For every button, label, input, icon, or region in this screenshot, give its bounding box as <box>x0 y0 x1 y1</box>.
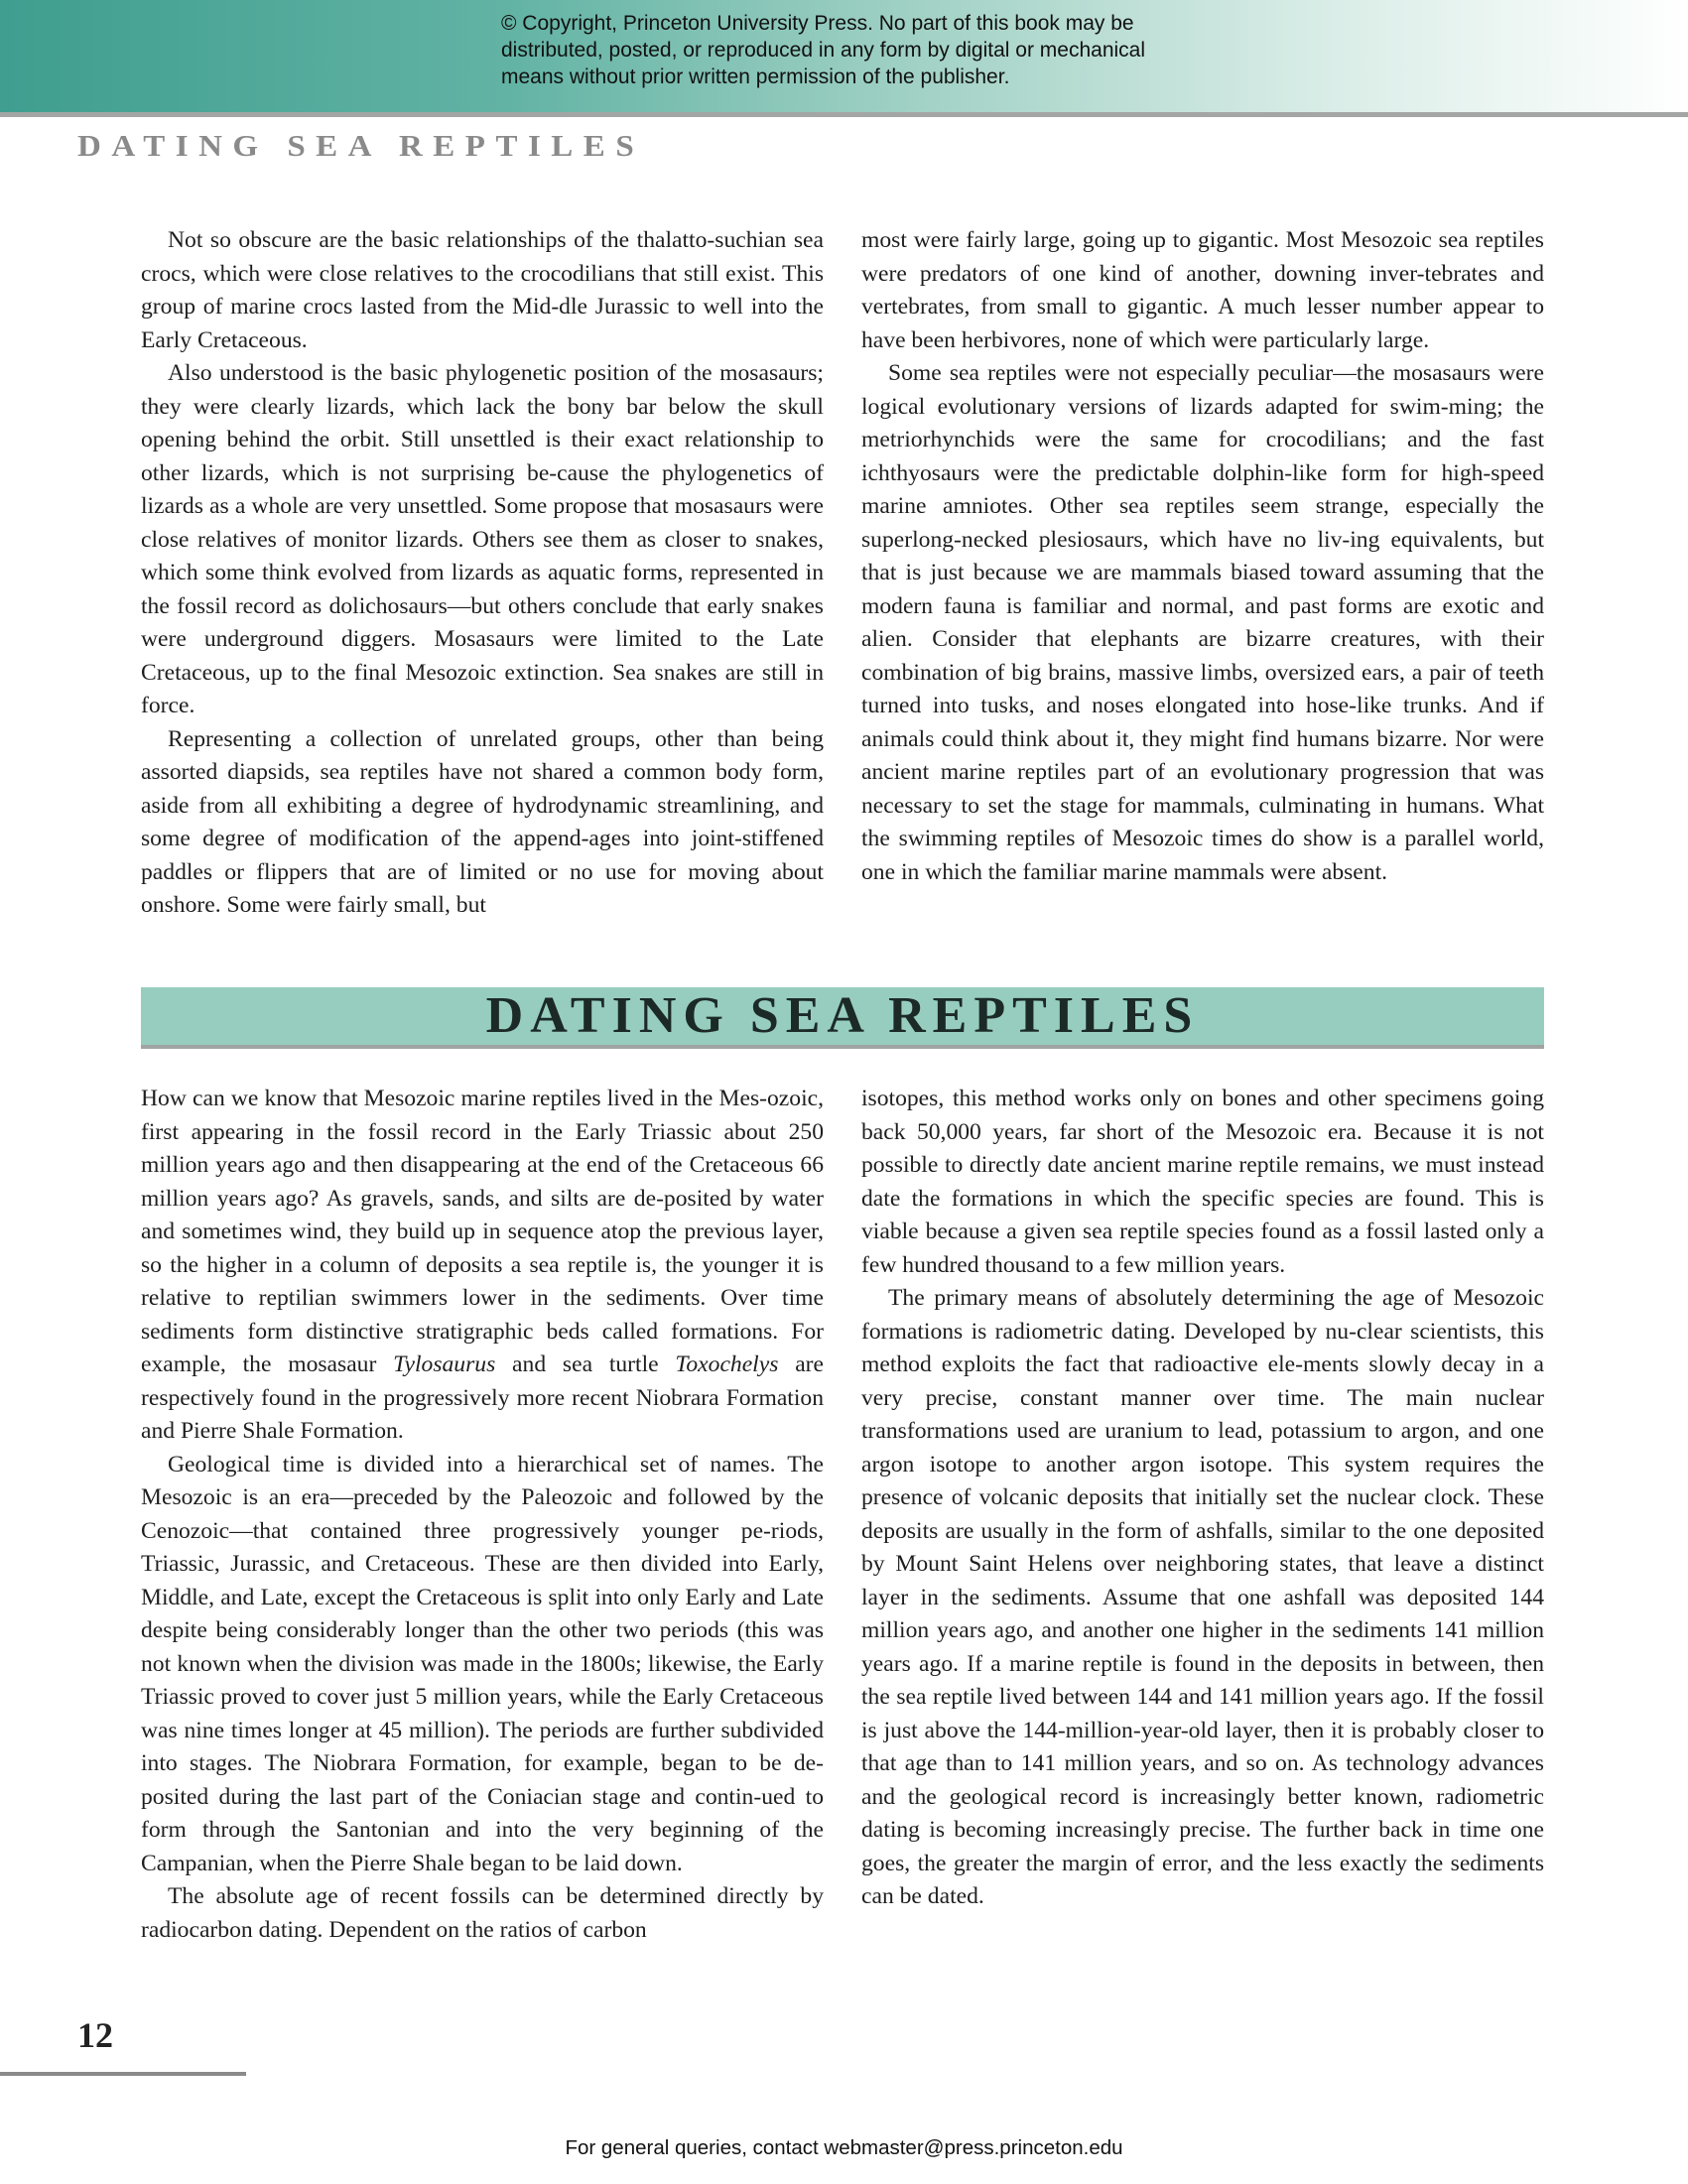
paragraph: Representing a collection of unrelated groups, other than being assorted diapsids, sea reptiles have not shared a common body form, aside from all exhibiting a degree of hydrodynamic streamlining, and some degree of modification of the append-ages into joint-stiffened paddles or flippers that are of limited or no use for moving about onshore. Some were fairly small, but <box>141 725 824 918</box>
paragraph: Also understood is the basic phylogenetic position of the mosasaurs; they were clearly lizards, which lack the bony bar below the skull opening behind the orbit. Still unsettled is their exact relationship to other lizards, which is not surprising be-cause the phylogenetics of lizards as a whole are very unsettled. Some propose that mosasaurs were close relatives of monitor lizards. Others see them as closer to snakes, which some think evolved from lizards as aquatic forms, represented in the fossil record as dolichosaurs—but others conclude that early snakes were underground diggers. Mosasaurs were limited to the Late Cretaceous, up to the final Mesozoic extinction. Sea snakes are still in force. <box>141 360 824 718</box>
bottom-right-column <box>861 1083 1544 1914</box>
page-number: 12 <box>77 2015 113 2055</box>
paragraph <box>141 1083 824 1449</box>
top-left-column <box>141 224 824 923</box>
copyright-line: © Copyright, Princeton University Press. No part of this book may be <box>501 12 1134 35</box>
copyright-banner <box>0 0 1688 112</box>
paragraph: Not so obscure are the basic relationships of the thalatto-suchian sea crocs, which were close relatives to the crocodilians that still exist. This group of marine crocs lasted from the Mid-dle Jurassic to well into the Early Cretaceous. <box>141 227 824 353</box>
section-title: DATING SEA REPTILES <box>485 987 1200 1044</box>
page-number-rule <box>0 2072 246 2076</box>
bottom-left-column <box>141 1083 824 1947</box>
footer-contact: For general queries, contact webmaster@press.princeton.edu <box>565 2136 1123 2159</box>
top-right-column <box>861 224 1544 889</box>
text-run: How can we know that Mesozoic marine reptiles lived in the Mes-ozoic, first appearing in the fossil record in the Early Triassic about 250 million years ago and then disappearing at the end of the Cretaceous 66 million years ago? As gravels, sands, and silts are de-posited by water and sometimes wind, they build up in sequence atop the previous layer, so the higher in a column of deposits a sea reptile is, the younger it is relative to reptilian swimmers lower in the sediments. Over time sediments form distinctive stratigraphic beds called formations. For example, the mosasaur <box>141 1086 824 1377</box>
banner-divider <box>0 112 1688 117</box>
copyright-line: means without prior written permission of the publisher. <box>501 65 1010 88</box>
copyright-notice <box>501 10 1255 90</box>
paragraph: The primary means of absolutely determining the age of Mesozoic formations is radiometric dating. Developed by nu-clear scientists, this method exploits the fact that radioactive ele-ments slowly decay in a very precise, constant manner over time. The main nuclear transformations used are uranium to lead, potassium to argon, and one argon isotope to another argon isotope. This system requires the presence of volcanic deposits that initially set the nuclear clock. These deposits are usually in the form of ashfalls, similar to the one deposited by Mount Saint Helens over neighboring states, that leave a distinct layer in the sediments. Assume that one ashfall was deposited 144 million years ago, and another one higher in the sediments 141 million years ago. If a marine reptile is found in the deposits in between, then the sea reptile lived between 144 and 141 million years ago. If the fossil is just above the 144-million-year-old layer, then it is probably closer to that age than to 141 million years, and so on. As technology advances and the geological record is increasingly better known, radiometric dating is becoming increasingly precise. The further back in time one goes, the greater the margin of error, and the less exactly the sediments can be dated. <box>861 1285 1544 1909</box>
text-run: are respectively found in the progressively more recent Niobrara Formation and Pierre Shale Formation. <box>141 1351 824 1444</box>
copyright-line: distributed, posted, or reproduced in any form by digital or mechanical <box>501 39 1146 62</box>
paragraph: Geological time is divided into a hierarchical set of names. The Mesozoic is an era—preceded by the Paleozoic and followed by the Cenozoic—that contained three progressively younger pe-riods, Triassic, Jurassic, and Cretaceous. These are then divided into Early, Middle, and Late, except the Cretaceous is split into only Early and Late despite being considerably longer than the other two periods (this was not known when the division was made in the 1800s; likewise, the Early Triassic proved to cover just 5 million years, while the Early Cretaceous was nine times longer at 45 million). The periods are further subdivided into stages. The Niobrara Formation, for example, began to be de-posited during the last part of the Coniacian stage and contin-ued to form through the Santonian and into the very beginning of the Campanian, when the Pierre Shale began to be laid down. <box>141 1451 824 1876</box>
running-head: DATING SEA REPTILES <box>77 130 645 164</box>
paragraph: most were fairly large, going up to gigantic. Most Mesozoic sea reptiles were predators of one kind of another, downing inver-tebrates and vertebrates, from small to gigantic. A much lesser number appear to have been herbivores, none of which were particularly large. <box>861 227 1544 353</box>
text-run: and sea turtle <box>495 1351 676 1377</box>
taxon-name: Tylosaurus <box>393 1351 496 1377</box>
paragraph: isotopes, this method works only on bones and other specimens going back 50,000 years, far short of the Mesozoic era. Because it is not possible to directly date ancient marine reptile remains, we must instead date the formations in which the specific species are found. This is viable because a given sea reptile species found as a fossil lasted only a few hundred thousand to a few million years. <box>861 1086 1544 1278</box>
taxon-name: Toxochelys <box>675 1351 779 1377</box>
paragraph: The absolute age of recent fossils can be determined directly by radiocarbon dating. Dependent on the ratios of carbon <box>141 1883 824 1943</box>
paragraph: Some sea reptiles were not especially peculiar—the mosasaurs were logical evolutionary versions of lizards adapted for swim-ming; the metriorhynchids were the same for crocodilians; and the fast ichthyosaurs were the predictable dolphin-like form for high-speed marine amniotes. Other sea reptiles seem strange, especially the superlong-necked plesiosaurs, which have no liv-ing equivalents, but that is just because we are mammals biased toward assuming that the modern fauna is familiar and normal, and past forms are exotic and alien. Consider that elephants are bizarre creatures, with their combination of big brains, massive limbs, oversized ears, a pair of teeth turned into tusks, and noses elongated into hose-like trunks. And if animals could think about it, they might find humans bizarre. Nor were ancient marine reptiles part of an evolutionary progression that was necessary to set the stage for mammals, culminating in humans. What the swimming reptiles of Mesozoic times do show is a parallel world, one in which the familiar marine mammals were absent. <box>861 360 1544 885</box>
section-heading-band <box>141 987 1544 1049</box>
